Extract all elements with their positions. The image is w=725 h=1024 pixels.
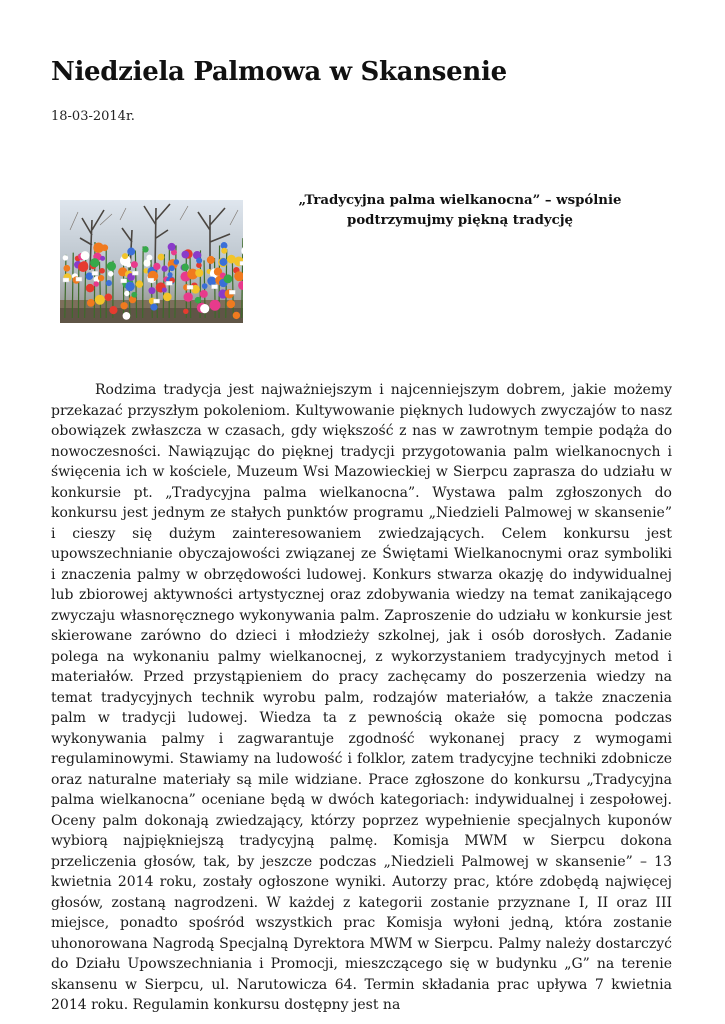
palm-bloom [90,258,99,267]
palm-bloom [131,292,137,298]
palm-bloom [122,253,128,259]
palm-bloom [162,287,167,292]
palm-bloom [207,256,215,264]
palm-bloom [131,261,138,268]
palm-bloom [136,280,143,287]
palm-stem [190,252,191,318]
palm-bloom [153,263,160,270]
palm-bloom [109,306,117,314]
palm-bloom [207,277,216,286]
palm-bloom [219,258,227,266]
palm-bloom [123,312,131,320]
palm-bloom [200,304,209,313]
palm-bloom [101,244,108,251]
palm-bloom [163,293,172,302]
palm-label-card [76,277,82,281]
palm-bloom [107,262,116,271]
palm-bloom [181,263,189,271]
palm-bloom [200,290,208,298]
palm-bloom [64,265,71,272]
palm-label-card [229,290,235,294]
palm-bloom [105,293,113,301]
photo-illustration [60,200,243,323]
article-body: Rodzima tradycja jest najważniejszym i najcenniejszym dobrem, jakie możemy przekazać przyszłym pokoleniom. Kultywowanie pięknych ludowych zwyczajów to nasz obowiązek zwłaszcza w czasach, gdy większość z nas w zawrotnym tempie podąża do nowoczesności. Nawiązując do pięknej tradycji przygotowania palm wielkanocnych i święcenia ich w kościele, Muzeum Wsi Mazowieckiej w Sierpcu zaprasza do udziału w konkursie pt. „Tradycyjna palma wielkanocna”. Wystawa palm zgłoszonych do konkursu jest jednym ze stałych punktów programu „Niedzieli Palmowej w skansenie” i cieszy się dużym zainteresowaniem zwiedzających. Celem konkursu jest upowszechnianie obyczajowości związanej ze Świętami Wielkanocnymi oraz symboliki i znaczenia palmy w obrzędowości ludowej. Konkurs stwarza okazję do indywidualnej lub zbiorowej aktywności artystycznej oraz zdobywania wiedzy na temat zanikającego zwyczaju własnoręcznego wykonywania palm. Zaproszenie do udziału w konkursie jest skierowane zarówno do dzieci i młodzieży szkolnej, jak i osób dorosłych. Zadanie polega na wykonaniu palmy wielkanocnej, z wykorzystaniem tradycyjnych metod i materiałów. Przed przystąpieniem do pracy zachęcamy do poszerzenia wiedzy na temat tradycyjnych technik wyrobu palm, rodzajów materiałów, a także znaczenia palm w tradycji ludowej. Wiedza ta z pewnością okaże się pomocna podczas wykonywania palmy i zagwarantuje zgodność wykonanej pracy z wymogami regulaminowymi. Stawiamy na ludowość i folklor, zatem tradycyjne techniki zdobnicze oraz naturalne materiały są mile widziane. Prace zgłoszone do konkursu „Tradycyjna palma wielkanocna” oceniane będą w dwóch kategoriach: indywidualnej i zespołowej. Oceny palm dokonają zwiedzający, którzy poprzez wypełnienie specjalnych kuponów wybiorą najpiękniejszą tradycyjną palmę. Komisja MWM w Sierpcu dokona przeliczenia głosów, tak, by jeszcze podczas „Niedzieli Palmowej w skansenie” – 13 kwietnia 2014 roku, zostały ogłoszone wyniki. Autorzy prac, które zdobędą najwięcej głosów, zostaną nagrodzeni. W każdej z kategorii zostanie przyznane I, II oraz III miejsce, ponadto spośród wszystkich prac Komisja wyłoni jedną, która zostanie uhonorowana Nagrodą Specjalną Dyrektora MWM w Sierpcu. Palmy należy dostarczyć do Działu Upowszechniania i Promocji, mieszczącego się w budynku „G” na terenie skansenu w Sierpcu, ul. Narutowicza 64. Termin składania prac upływa 7 kwietnia 2014 roku. Regulamin konkursu dostępny jest na [51,382,672,1013]
palm-label-card [187,285,193,289]
palm-bloom [181,251,189,259]
article-heading: „Tradycyjna palma wielkanocna” – wspólnie podtrzymujmy piękną tradycję [298,193,622,228]
palm-bloom [95,295,105,305]
palm-label-card [63,278,69,282]
easter-palms-photo [60,200,243,323]
palm-bloom [86,284,95,293]
palm-bloom [146,255,152,261]
palm-bloom [142,246,148,252]
palm-bloom [184,292,193,301]
palm-bloom [63,255,68,260]
palm-bloom [202,283,208,289]
palm-bloom [98,275,104,281]
palm-bloom [196,257,202,263]
palm-label-card [166,281,172,285]
palm-bloom [125,282,134,291]
palm-bloom [81,251,90,260]
palm-bloom [124,291,129,296]
palm-bloom [120,302,127,309]
palm-bloom [127,248,135,256]
palm-bloom [87,299,95,307]
palm-bloom [168,243,176,251]
palm-bloom [233,312,240,319]
palm-bloom [210,300,221,311]
palm-bloom [126,262,131,267]
palm-bloom [169,265,175,271]
palm-label-card [121,279,127,283]
palm-bloom [150,304,157,311]
palm-label-card [240,261,243,265]
palm-label-card [148,278,154,282]
palm-bloom [221,248,227,254]
palm-bloom [148,287,155,294]
palm-bloom [158,254,165,261]
palm-bloom [93,281,98,286]
page-title: Niedziela Palmowa w Skansenie [51,57,507,87]
palm-bloom [224,274,233,283]
palm-label-card [92,271,98,275]
palm-label-card [212,285,218,289]
palm-bloom [183,309,188,314]
palm-bloom [195,297,201,303]
palm-bloom [195,269,203,277]
palm-bloom [99,268,105,274]
palm-label-card [154,299,160,303]
palm-bloom [108,271,113,276]
palm-bloom [106,280,112,286]
palm-bloom [174,259,180,265]
palm-bloom [80,261,88,269]
palm-bloom [100,256,105,261]
palm-bloom [227,300,235,308]
palm-bloom [162,265,168,271]
palm-label-card [132,271,138,275]
publication-date: 18-03-2014r. [51,109,135,124]
